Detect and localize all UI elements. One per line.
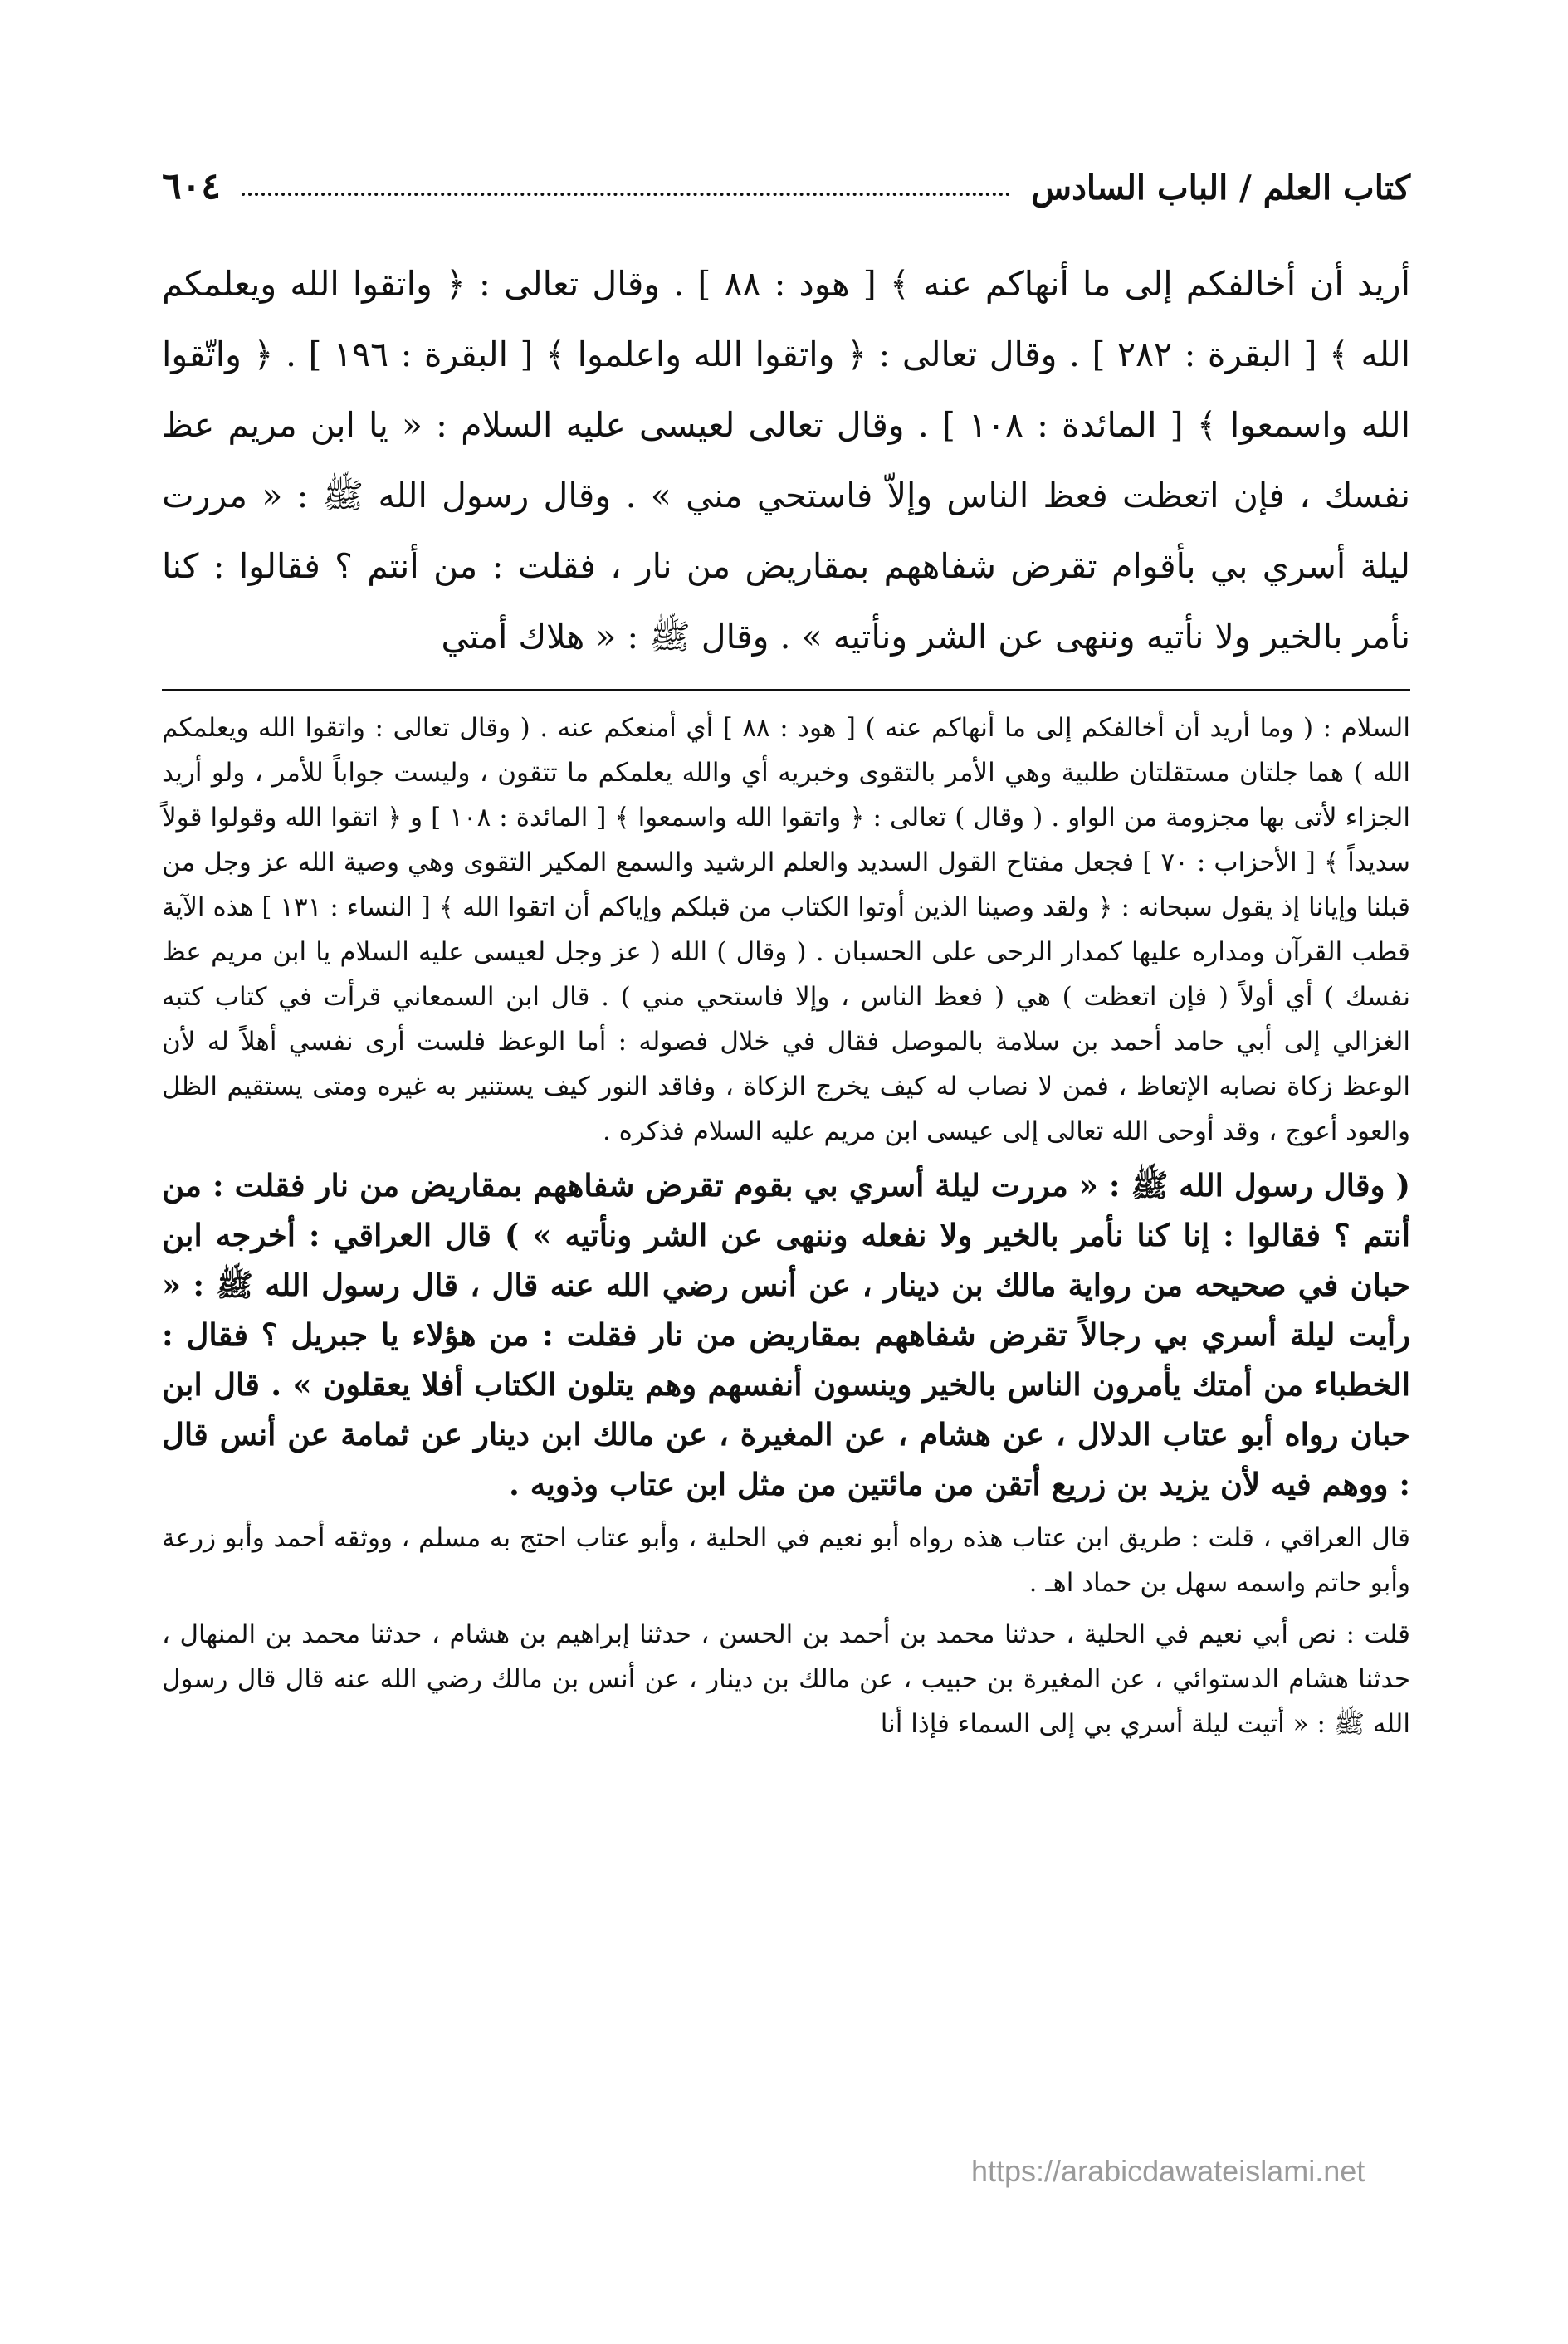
running-header [162,141,1410,208]
commentary-paragraph: قال العراقي ، قلت : طريق ابن عتاب هذه رواه أبو نعيم في الحلية ، وأبو عتاب احتج به مسلم ، ووثقه أحمد وأبو زرعة وأبو حاتم واسمه سهل بن حماد اهـ . [162,1523,1410,1598]
header-dotted-leader [242,193,1010,196]
commentary-paragraph: قلت : نص أبي نعيم في الحلية ، حدثنا محمد بن أحمد بن الحسن ، حدثنا إبراهيم بن هشام ، حدثنا محمد بن المنهال ، حدثنا هشام الدستوائي ، عن المغيرة بن حبيب ، عن مالك بن دينار ، عن أنس بن مالك رضي الله عنه قال قال رسول الله ﷺ : « أتيت ليلة أسري بي إلى السماء فإذا أنا [162,1619,1410,1739]
commentary-text [162,706,1410,1753]
separator-rule [162,689,1410,691]
main-paragraph: أريد أن أخالفكم إلى ما أنهاكم عنه ﴾ [ هود : ٨٨ ] . وقال تعالى : ﴿ واتقوا الله ويعلمكم الله ﴾ [ البقرة : ٢٨٢ ] . وقال تعالى : ﴿ واتقوا الله واعلموا ﴾ [ البقرة : ١٩٦ ] . ﴿ واتّقوا الله واسمعوا ﴾ [ المائدة : ١٠٨ ] . وقال تعالى لعيسى عليه السلام : « يا ابن مريم عظ نفسك ، فإن اتعظت فعظ الناس وإلاّ فاستحي مني » . وقال رسول الله ﷺ : « مررت ليلة أسري بي بأقوام تقرض شفاههم بمقاريض من نار ، فقلت : من أنتم ؟ فقالوا : كنا نأمر بالخير ولا نأتيه وننهى عن الشر ونأتيه » . وقال ﷺ : « هلاك أمتي [162,264,1410,657]
watermark-url: https://arabicdawateislami.net [971,2154,1365,2188]
main-text [162,249,1410,672]
chapter-title: كتاب العلم / الباب السادس [1031,168,1410,208]
commentary-paragraph: السلام : ( وما أريد أن أخالفكم إلى ما أنهاكم عنه ) [ هود : ٨٨ ] أي أمنعكم عنه . ( وقال تعالى : واتقوا الله ويعلمكم الله ) هما جلتان مستقلتان طلبية وهي الأمر بالتقوى وخبريه أي والله يعلمكم ما تتقون ، وليست جواباً للأمر ، ولو أريد الجزاء لأتى بها مجزومة من الواو . ( وقال ) تعالى : ﴿ واتقوا الله واسمعوا ﴾ [ المائدة : ١٠٨ ] و ﴿ اتقوا الله وقولوا قولاً سديداً ﴾ [ الأحزاب : ٧٠ ] فجعل مفتاح القول السديد والعلم الرشيد والسمع المكير التقوى وهي وصية الله عز وجل من قبلنا وإيانا إذ يقول سبحانه : ﴿ ولقد وصينا الذين أوتوا الكتاب من قبلكم وإياكم أن اتقوا الله ﴾ [ النساء : ١٣١ ] هذه الآية قطب القرآن ومداره عليها كمدار الرحى على الحسبان . ( وقال ) الله ( عز وجل لعيسى عليه السلام يا ابن مريم عظ نفسك ) أي أولاً ( فإن اتعظت ) هي ( فعظ الناس ، وإلا فاستحي مني ) . قال ابن السمعاني قرأت في كتاب كتبه الغزالي إلى أبي حامد أحمد بن سلامة بالموصل فقال في خلال فصوله : أما الوعظ فلست أرى نفسي أهلاً له لأن الوعظ زكاة نصابه الإتعاظ ، فمن لا نصاب له كيف يخرج الزكاة ، وفاقد النور كيف يستنير به غيره ومتى يستقيم الظل والعود أعوج ، وقد أوحى الله تعالى إلى عيسى ابن مريم عليه السلام فذكره . [162,713,1410,1146]
page-number: ٦٠٤ [162,165,221,208]
commentary-paragraph: ( وقال رسول الله ﷺ : « مررت ليلة أسري بي بقوم تقرض شفاههم بمقاريض من نار فقلت : من أنتم ؟ فقالوا : إنا كنا نأمر بالخير ولا نفعله وننهى عن الشر ونأتيه » ) قال العراقي : أخرجه ابن حبان في صحيحه من رواية مالك بن دينار ، عن أنس رضي الله عنه قال ، قال رسول الله ﷺ : « رأيت ليلة أسري بي رجالاً تقرض شفاههم بمقاريض من نار فقلت : من هؤلاء يا جبريل ؟ فقال : الخطباء من أمتك يأمرون الناس بالخير وينسون أنفسهم وهم يتلون الكتاب أفلا يعقلون » . قال ابن حبان رواه أبو عتاب الدلال ، عن هشام ، عن المغيرة ، عن مالك ابن دينار عن ثمامة عن أنس قال : ووهم فيه لأن يزيد بن زريع أتقن من مائتين من مثل ابن عتاب وذويه . [162,1167,1410,1502]
